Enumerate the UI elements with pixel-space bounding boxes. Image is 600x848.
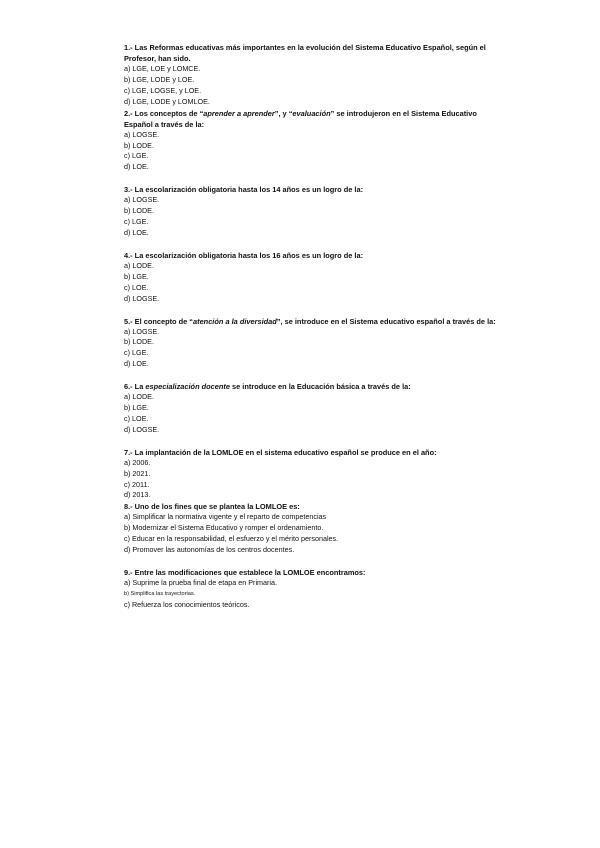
answer-option: b) LGE. bbox=[124, 403, 149, 413]
answer-option: d) Promover las autonomías de los centros docentes. bbox=[124, 545, 295, 555]
answer-option: c) LGE. bbox=[124, 151, 149, 161]
answer-option: b) LGE. bbox=[124, 271, 149, 281]
answer-option: d) LOE. bbox=[124, 227, 149, 237]
spacer bbox=[124, 173, 500, 184]
spacer bbox=[124, 556, 500, 567]
spacer bbox=[124, 370, 500, 381]
spacer bbox=[124, 305, 500, 316]
answer-option: b) Simplifica las trayectorias. bbox=[124, 590, 196, 597]
question-title-text: 4.- La escolarización obligatoria hasta los 16 años es un logro de la: bbox=[124, 250, 364, 260]
spacer bbox=[124, 436, 500, 447]
answer-option: b) LODE. bbox=[124, 140, 154, 150]
spacer bbox=[124, 239, 500, 250]
answer-option: a) LGE, LOE y LOMCE. bbox=[124, 64, 201, 73]
question-title-text: 5.- El concepto de “ bbox=[124, 316, 193, 326]
question-block bbox=[124, 567, 500, 611]
question-title bbox=[124, 250, 500, 261]
question-title-emphasis: especialización docente bbox=[145, 382, 230, 392]
question-title bbox=[124, 381, 500, 392]
answer-option: c) LGE. bbox=[124, 217, 149, 227]
answer-option: c) Educar en la responsabilidad, el esfuerzo y el mérito personales. bbox=[124, 534, 339, 544]
answer-option: c) LGE. bbox=[124, 348, 149, 358]
question-title-text: 1.- Las Reformas educativas más importantes en la evolución del Sistema Educativo Español, según el Profesor, han sido. bbox=[124, 43, 486, 63]
question-title bbox=[124, 316, 500, 327]
question-title-text: 7.- La implantación de la LOMLOE en el sistema educativo español se produce en el año: bbox=[124, 447, 437, 457]
answer-option: a) LODE. bbox=[124, 392, 154, 402]
question-title-text: 3.- La escolarización obligatoria hasta los 14 años es un logro de la: bbox=[124, 185, 364, 195]
question-block bbox=[124, 108, 500, 174]
answer-option: b) 2021. bbox=[124, 468, 151, 478]
answer-option: a) LOGSE. bbox=[124, 326, 160, 336]
question-title bbox=[124, 184, 500, 195]
answer-option: a) LODE. bbox=[124, 260, 154, 270]
question-block bbox=[124, 501, 500, 556]
question-title-emphasis: evaluación bbox=[292, 108, 331, 118]
question-title-text: 6.- La bbox=[124, 382, 146, 392]
question-title-text: 2.- Los conceptos de “ bbox=[124, 108, 204, 118]
answer-option: c) LGE, LOGSE, y LOE. bbox=[124, 85, 202, 95]
answer-option: b) Modernizar el Sistema Educativo y romper el ordenamiento. bbox=[124, 523, 324, 533]
answer-option: c) LOE. bbox=[124, 282, 149, 292]
answer-option: a) LOGSE. bbox=[124, 129, 160, 139]
answer-option: c) 2011. bbox=[124, 479, 150, 489]
answer-option: d) LGE, LODE y LOMLOE. bbox=[124, 96, 210, 106]
question-title bbox=[124, 501, 500, 512]
question-title bbox=[124, 42, 500, 64]
answer-option: c) LOE. bbox=[124, 413, 149, 423]
answer-option: d) LOGSE. bbox=[124, 293, 160, 303]
question-block bbox=[124, 447, 500, 502]
answer-option: d) 2013. bbox=[124, 490, 151, 500]
question-title bbox=[124, 567, 500, 578]
answer-option: b) LODE. bbox=[124, 337, 154, 347]
question-block bbox=[124, 316, 500, 371]
answer-option: d) LOE. bbox=[124, 162, 149, 172]
question-title-text: ”, se introduce en el Sistema educativo español a través de la: bbox=[276, 316, 496, 326]
question-title bbox=[124, 108, 500, 130]
question-title-text: ”, y “ bbox=[274, 108, 293, 118]
question-title-text: ” se introdujeron en el Sistema Educativo Español a través de la: bbox=[124, 108, 477, 129]
question-title-emphasis: atención a la diversidad bbox=[193, 316, 277, 326]
answer-option: a) 2006. bbox=[124, 457, 151, 467]
answer-option: b) LODE. bbox=[124, 206, 154, 216]
question-title-emphasis: aprender a aprender bbox=[203, 108, 275, 118]
question-block bbox=[124, 42, 500, 108]
answer-option: b) LGE, LODE y LOE. bbox=[124, 74, 195, 84]
answer-option: a) Suprime la prueba final de etapa en Primaria. bbox=[124, 578, 278, 587]
question-block bbox=[124, 184, 500, 239]
answer-option: a) Simplificar la normativa vigente y el reparto de competencias bbox=[124, 512, 327, 522]
question-title-text: se introduce en la Educación básica a través de la: bbox=[229, 382, 411, 392]
answer-option: d) LOGSE. bbox=[124, 424, 160, 434]
question-block bbox=[124, 250, 500, 305]
question-title bbox=[124, 447, 500, 458]
question-title-text: 8.- Uno de los fines que se plantea la LOMLOE es: bbox=[124, 502, 300, 512]
question-block bbox=[124, 381, 500, 436]
answer-option: a) LOGSE. bbox=[124, 195, 160, 205]
answer-option: c) Refuerza los conocimientos teóricos. bbox=[124, 599, 250, 609]
answer-option: d) LOE. bbox=[124, 359, 149, 369]
question-title-text: 9.- Entre las modificaciones que establece la LOMLOE encontramos: bbox=[124, 568, 366, 577]
